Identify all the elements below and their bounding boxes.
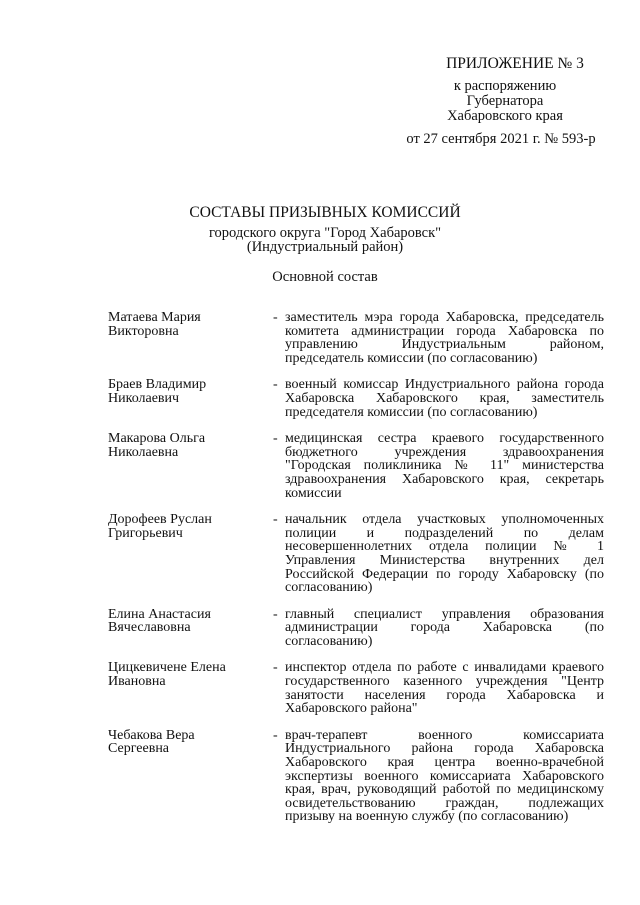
appendix-line-2: Губернатора [466,93,544,109]
member-dash: - [273,660,278,676]
member-name [108,513,273,595]
member-row [108,432,604,500]
member-name-line-2: Ивановна [108,674,166,690]
member-dash: - [273,512,278,528]
member-dash: - [273,377,278,393]
member-name [108,378,273,419]
member-role: начальник отдела участковых уполномоченных полиции и подразделений по делам несовершеннолетних отдела полиции № 1 Управления Министерства внутренних дел Российской Федерации по городу Хабаровску (по согласованию) [285,512,604,596]
member-role: врач-терапевт военного комиссариата Индустриального района города Хабаровска Хабаровского края центра военно-врачебной экспертизы военного комиссариата Хабаровского края, врач, руководящий работой по медицинскому освидетельствованию граждан, подлежащих призыву на военную службу (по согласованию) [285,727,604,825]
document-heading [180,206,470,284]
heading-title: СОСТАВЫ ПРИЗЫВНЫХ КОМИССИЙ [189,204,461,221]
appendix-line-3: Хабаровского края [447,108,563,124]
member-role: главный специалист управления образования администрации города Хабаровска (по согласованию) [285,606,604,649]
member-name-line-1: Матаева Мария [108,310,201,325]
member-row [108,311,604,365]
member-name-line-1: Браев Владимир [108,377,207,393]
members-list [108,311,604,837]
member-dash: - [273,431,278,447]
appendix-title: ПРИЛОЖЕНИЕ № 3 [446,55,584,72]
member-dash: - [273,310,278,325]
member-row [108,513,604,595]
member-name [108,311,273,365]
member-name-line-1: Дорофеев Руслан [108,512,212,528]
member-role: инспектор отдела по работе с инвалидами краевого государственного казенного учреждения "Центр занятости населения города Хабаровска и Хабаровского района" [285,660,604,717]
member-name-line-1: Цицкевичене Елена [108,660,226,676]
heading-subtitle-2: (Индустриальный район) [246,239,404,255]
member-name [108,432,273,500]
section-title: Основной состав [272,269,378,285]
member-row [108,378,604,419]
member-name [108,661,273,715]
appendix-block [400,56,610,147]
member-name-line-1: Макарова Ольга [108,431,206,447]
member-name-line-2: Викторовна [108,323,179,339]
member-name-line-2: Николаевна [108,444,179,460]
member-row [108,729,604,824]
member-name [108,729,273,824]
appendix-line-1: к распоряжению [453,78,557,94]
member-role: заместитель мэра города Хабаровска, председатель комитета администрации города Хабаровска по управлению Индустриальным районом, председатель комиссии (по согласованию) [285,310,604,366]
member-role: медицинская сестра краевого государственного бюджетного учреждения здравоохранения "Городская поликлиника № 11" министерства здравоохранения Хабаровского края, секретарь комиссии [285,431,604,501]
member-name-line-1: Чебакова Вера [108,727,195,743]
member-name [108,608,273,649]
member-name-line-2: Григорьевич [108,525,183,541]
member-name-line-2: Вячеславовна [108,620,191,636]
member-row [108,661,604,715]
member-role: военный комиссар Индустриального района города Хабаровска Хабаровского края, заместитель председателя комиссии (по согласованию) [285,377,604,420]
heading-subtitle-1: городского округа "Город Хабаровск" [208,225,442,241]
member-row [108,608,604,649]
appendix-date: от 27 сентября 2021 г. № 593-р [406,131,596,147]
member-dash: - [273,727,278,743]
member-name-line-2: Сергеевна [108,741,170,757]
member-name-line-1: Елина Анастасия [108,606,211,622]
member-dash: - [273,606,278,622]
member-name-line-2: Николаевич [108,390,180,406]
